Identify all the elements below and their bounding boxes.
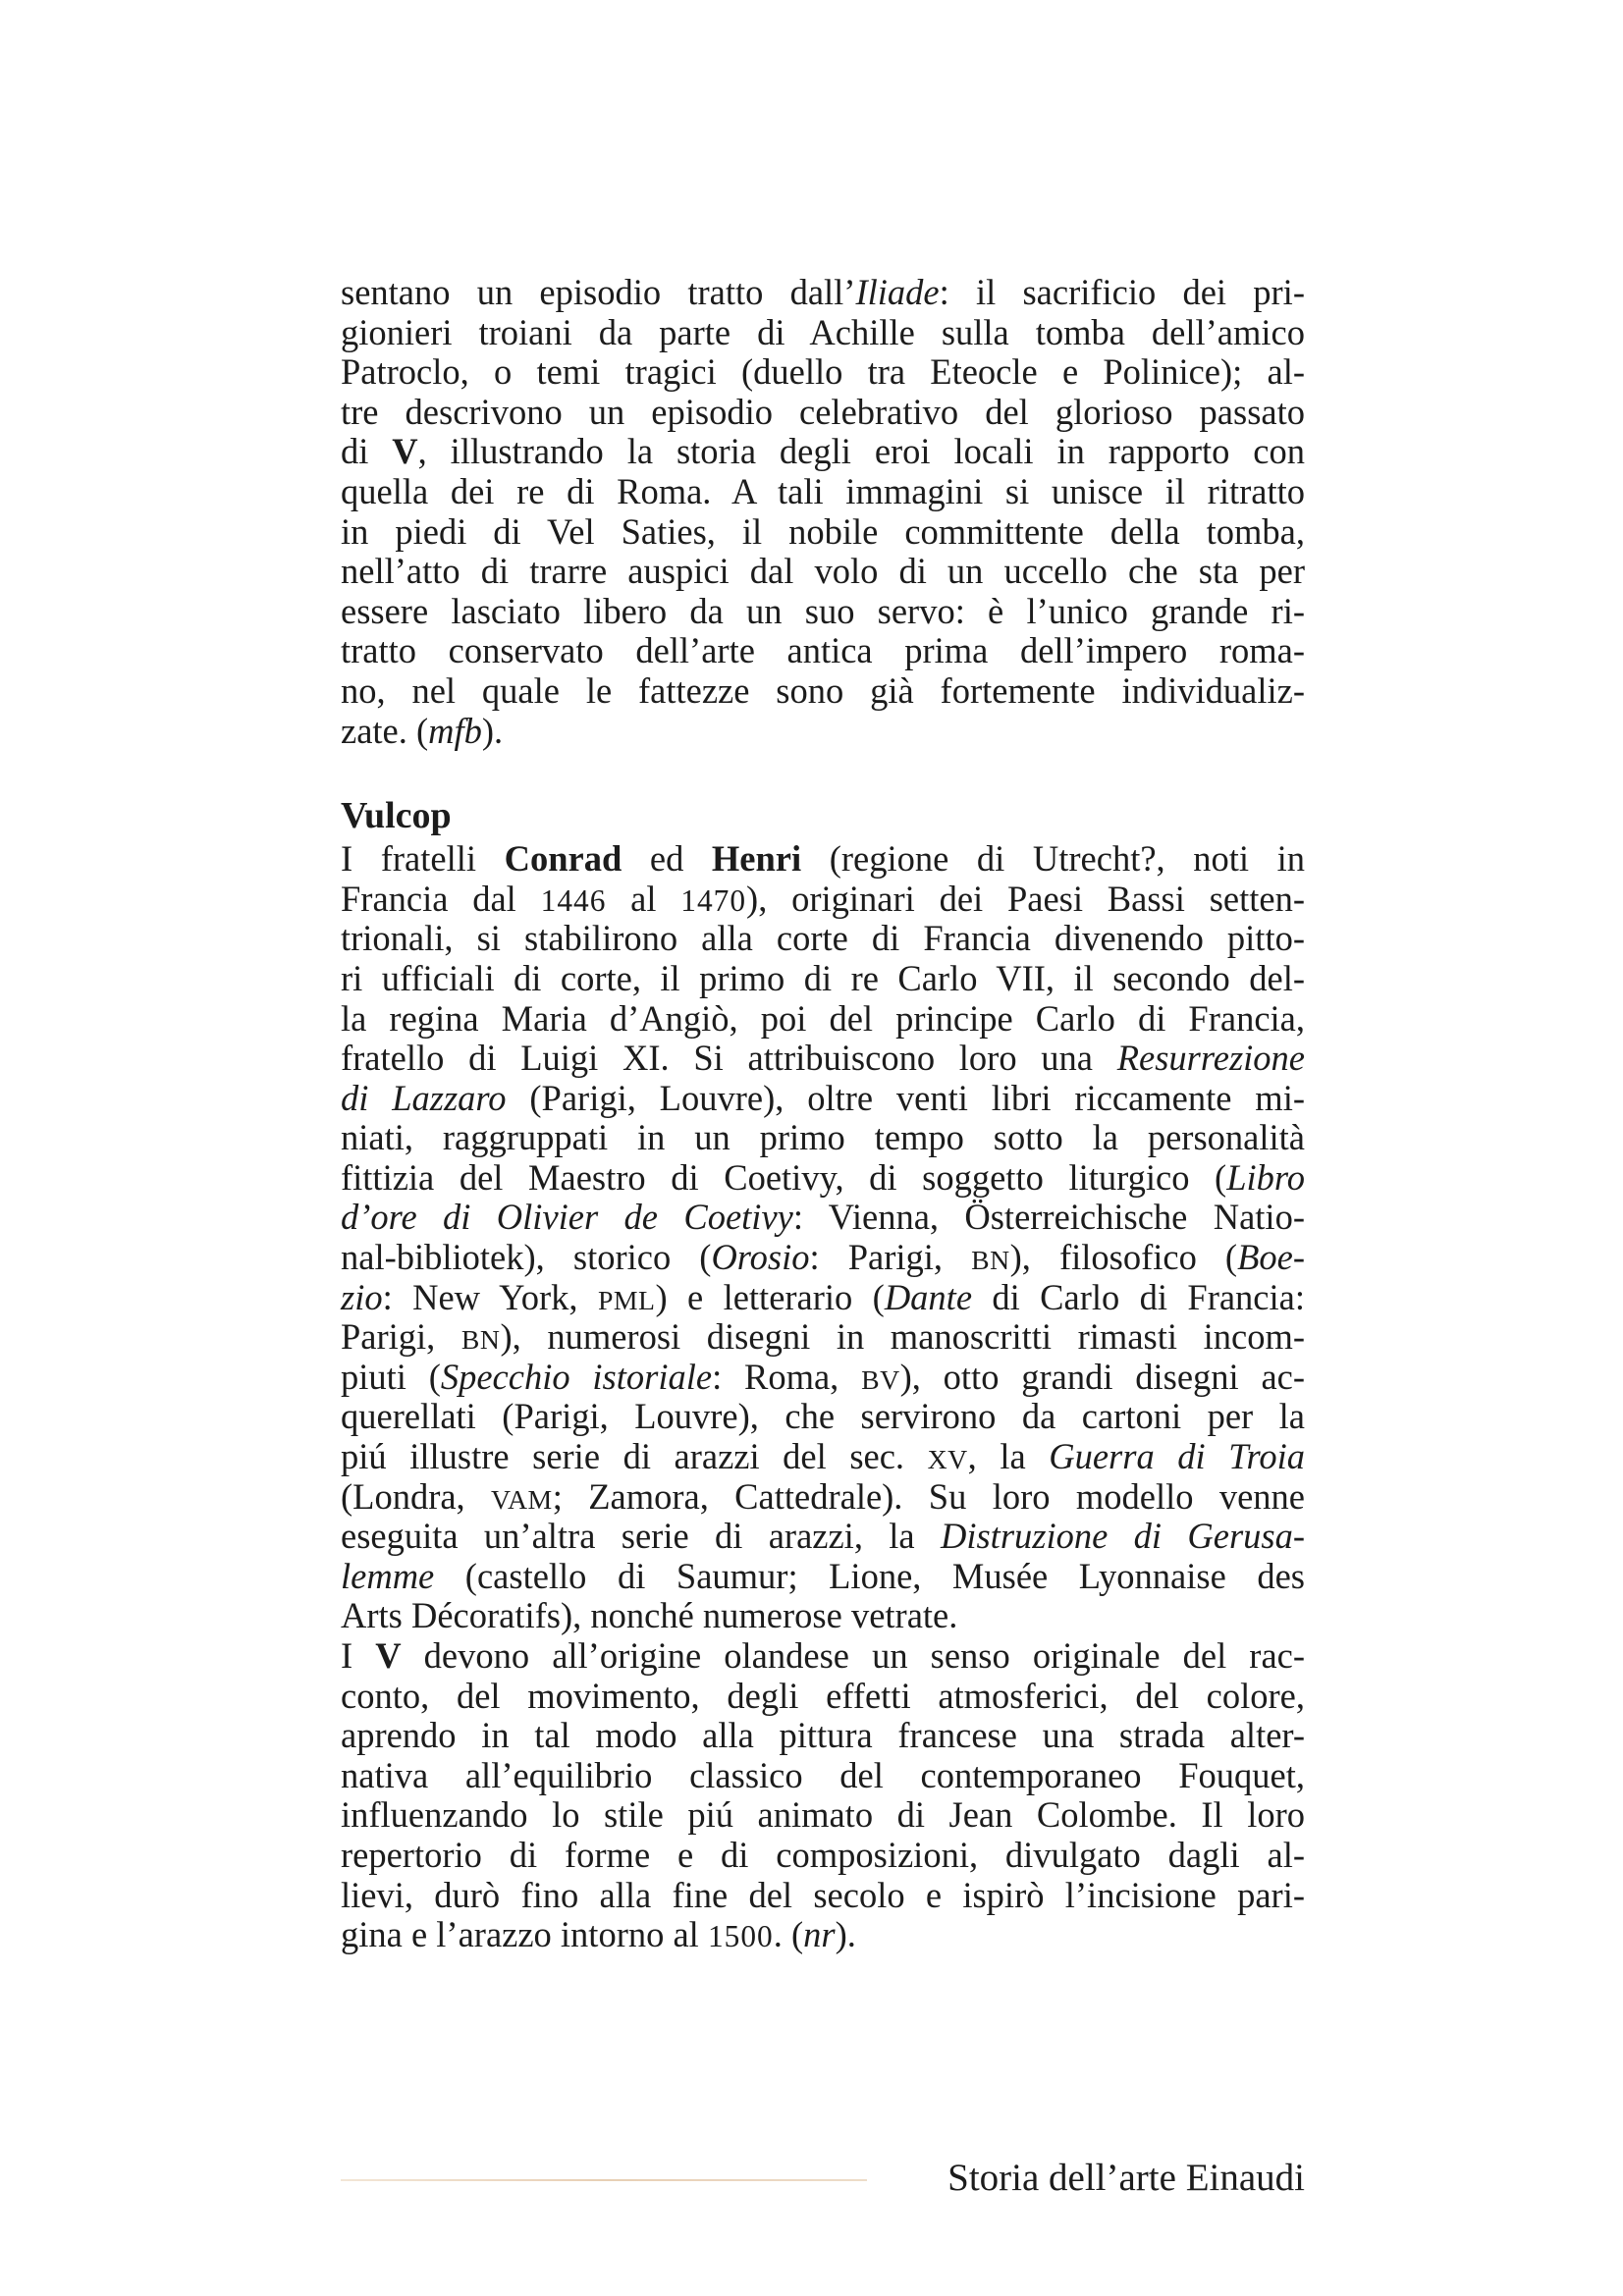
- text-line: quella dei re di Roma. A tali immagini si unisce il ritratto: [341, 470, 1305, 511]
- page-footer: [341, 2156, 1305, 2203]
- text-line: no, nel quale le fattezze sono già fortemente individualiz-: [341, 669, 1305, 711]
- text-line: I V devono all’origine olandese un senso originale del rac-: [341, 1635, 1306, 1676]
- text-line: piú illustre serie di arazzi del sec. XV, la Guerra di Troia: [341, 1436, 1305, 1477]
- text-line: Patroclo, o temi tragici (duello tra Eteocle e Polinice); al-: [341, 351, 1305, 393]
- text-line: repertorio di forme e di composizioni, divulgato dagli al-: [341, 1834, 1305, 1875]
- text-line: fratello di Luigi XI. Si attribuiscono loro una Resurrezione: [341, 1038, 1305, 1079]
- text-line: niati, raggruppati in un primo tempo sotto la personalità: [341, 1117, 1305, 1158]
- text-line: influenzando lo stile piú animato di Jean Colombe. Il loro: [341, 1794, 1305, 1836]
- text-line: gina e l’arazzo intorno al 1500. (nr).: [341, 1914, 856, 1955]
- text-line: trionali, si stabilirono alla corte di Francia divenendo pitto-: [341, 918, 1305, 959]
- text-line: Arts Décoratifs), nonché numerose vetrate.: [341, 1595, 958, 1636]
- text-line: nativa all’equilibrio classico del contemporaneo Fouquet,: [341, 1754, 1305, 1795]
- entry-heading: Vulcop: [341, 795, 452, 837]
- text-line: (Londra, VAM; Zamora, Cattedrale). Su loro modello venne: [341, 1475, 1305, 1517]
- footer-title: Storia dell’arte Einaudi: [947, 2157, 1305, 2199]
- text-line: nell’atto di trarre auspici dal volo di un uccello che sta per: [341, 551, 1305, 592]
- text-line: tre descrivono un episodio celebrativo del glorioso passato: [341, 391, 1305, 432]
- text-line: querellati (Parigi, Louvre), che servirono da cartoni per la: [341, 1396, 1305, 1437]
- text-line: lievi, durò fino alla fine del secolo e ispirò l’incisione pari-: [341, 1874, 1305, 1915]
- text-line: fittizia del Maestro di Coetivy, di soggetto liturgico (Libro: [341, 1156, 1305, 1198]
- text-line: aprendo in tal modo alla pittura francese una strada alter-: [341, 1715, 1305, 1756]
- text-line: di V, illustrando la storia degli eroi locali in rapporto con: [341, 431, 1305, 472]
- text-line: zate. (mfb).: [341, 710, 504, 751]
- text-line: in piedi di Vel Saties, il nobile committente della tomba,: [341, 510, 1305, 552]
- text-line: eseguita un’altra serie di arazzi, la Distruzione di Gerusa-: [341, 1516, 1306, 1557]
- text-line: I fratelli Conrad ed Henri (regione di Utrecht?, noti in: [341, 838, 1306, 880]
- text-line: la regina Maria d’Angiò, poi del principe Carlo di Francia,: [341, 997, 1305, 1039]
- text-line: essere lasciato libero da un suo servo: è l’unico grande ri-: [341, 590, 1305, 631]
- text-line: tratto conservato dell’arte antica prima dell’impero roma-: [341, 630, 1305, 671]
- text-line: ri ufficiali di corte, il primo di re Carlo VII, il secondo del-: [341, 957, 1305, 998]
- text-line: lemme (castello di Saumur; Lione, Musée Lyonnaise des: [341, 1555, 1305, 1596]
- text-line: conto, del movimento, degli effetti atmosferici, del colore,: [341, 1675, 1305, 1716]
- text-line: nal-bibliotek), storico (Orosio: Parigi, BN), filosofico (Boe-: [341, 1237, 1305, 1278]
- text-line: d’ore di Olivier de Coetivy: Vienna, Österreichische Natio-: [341, 1197, 1305, 1238]
- entry-text: [341, 839, 1305, 1955]
- text-line: Francia dal 1446 al 1470), originari dei Paesi Bassi setten-: [341, 878, 1305, 919]
- text-line: zio: New York, PML) e letterario (Dante di Carlo di Francia:: [341, 1276, 1305, 1317]
- article-body: [341, 273, 1305, 1955]
- text-line: di Lazzaro (Parigi, Louvre), oltre venti libri riccamente mi-: [341, 1077, 1305, 1118]
- text-line: gionieri troiani da parte di Achille sulla tomba dell’amico: [341, 311, 1305, 352]
- text-line: sentano un episodio tratto dall’Iliade: il sacrificio dei pri-: [341, 272, 1305, 312]
- text-line: Parigi, BN), numerosi disegni in manoscritti rimasti incom-: [341, 1316, 1305, 1358]
- continued-entry-text: [341, 273, 1305, 751]
- footer-rule: [341, 2179, 867, 2181]
- text-line: piuti (Specchio istoriale: Roma, BV), otto grandi disegni ac-: [341, 1356, 1306, 1397]
